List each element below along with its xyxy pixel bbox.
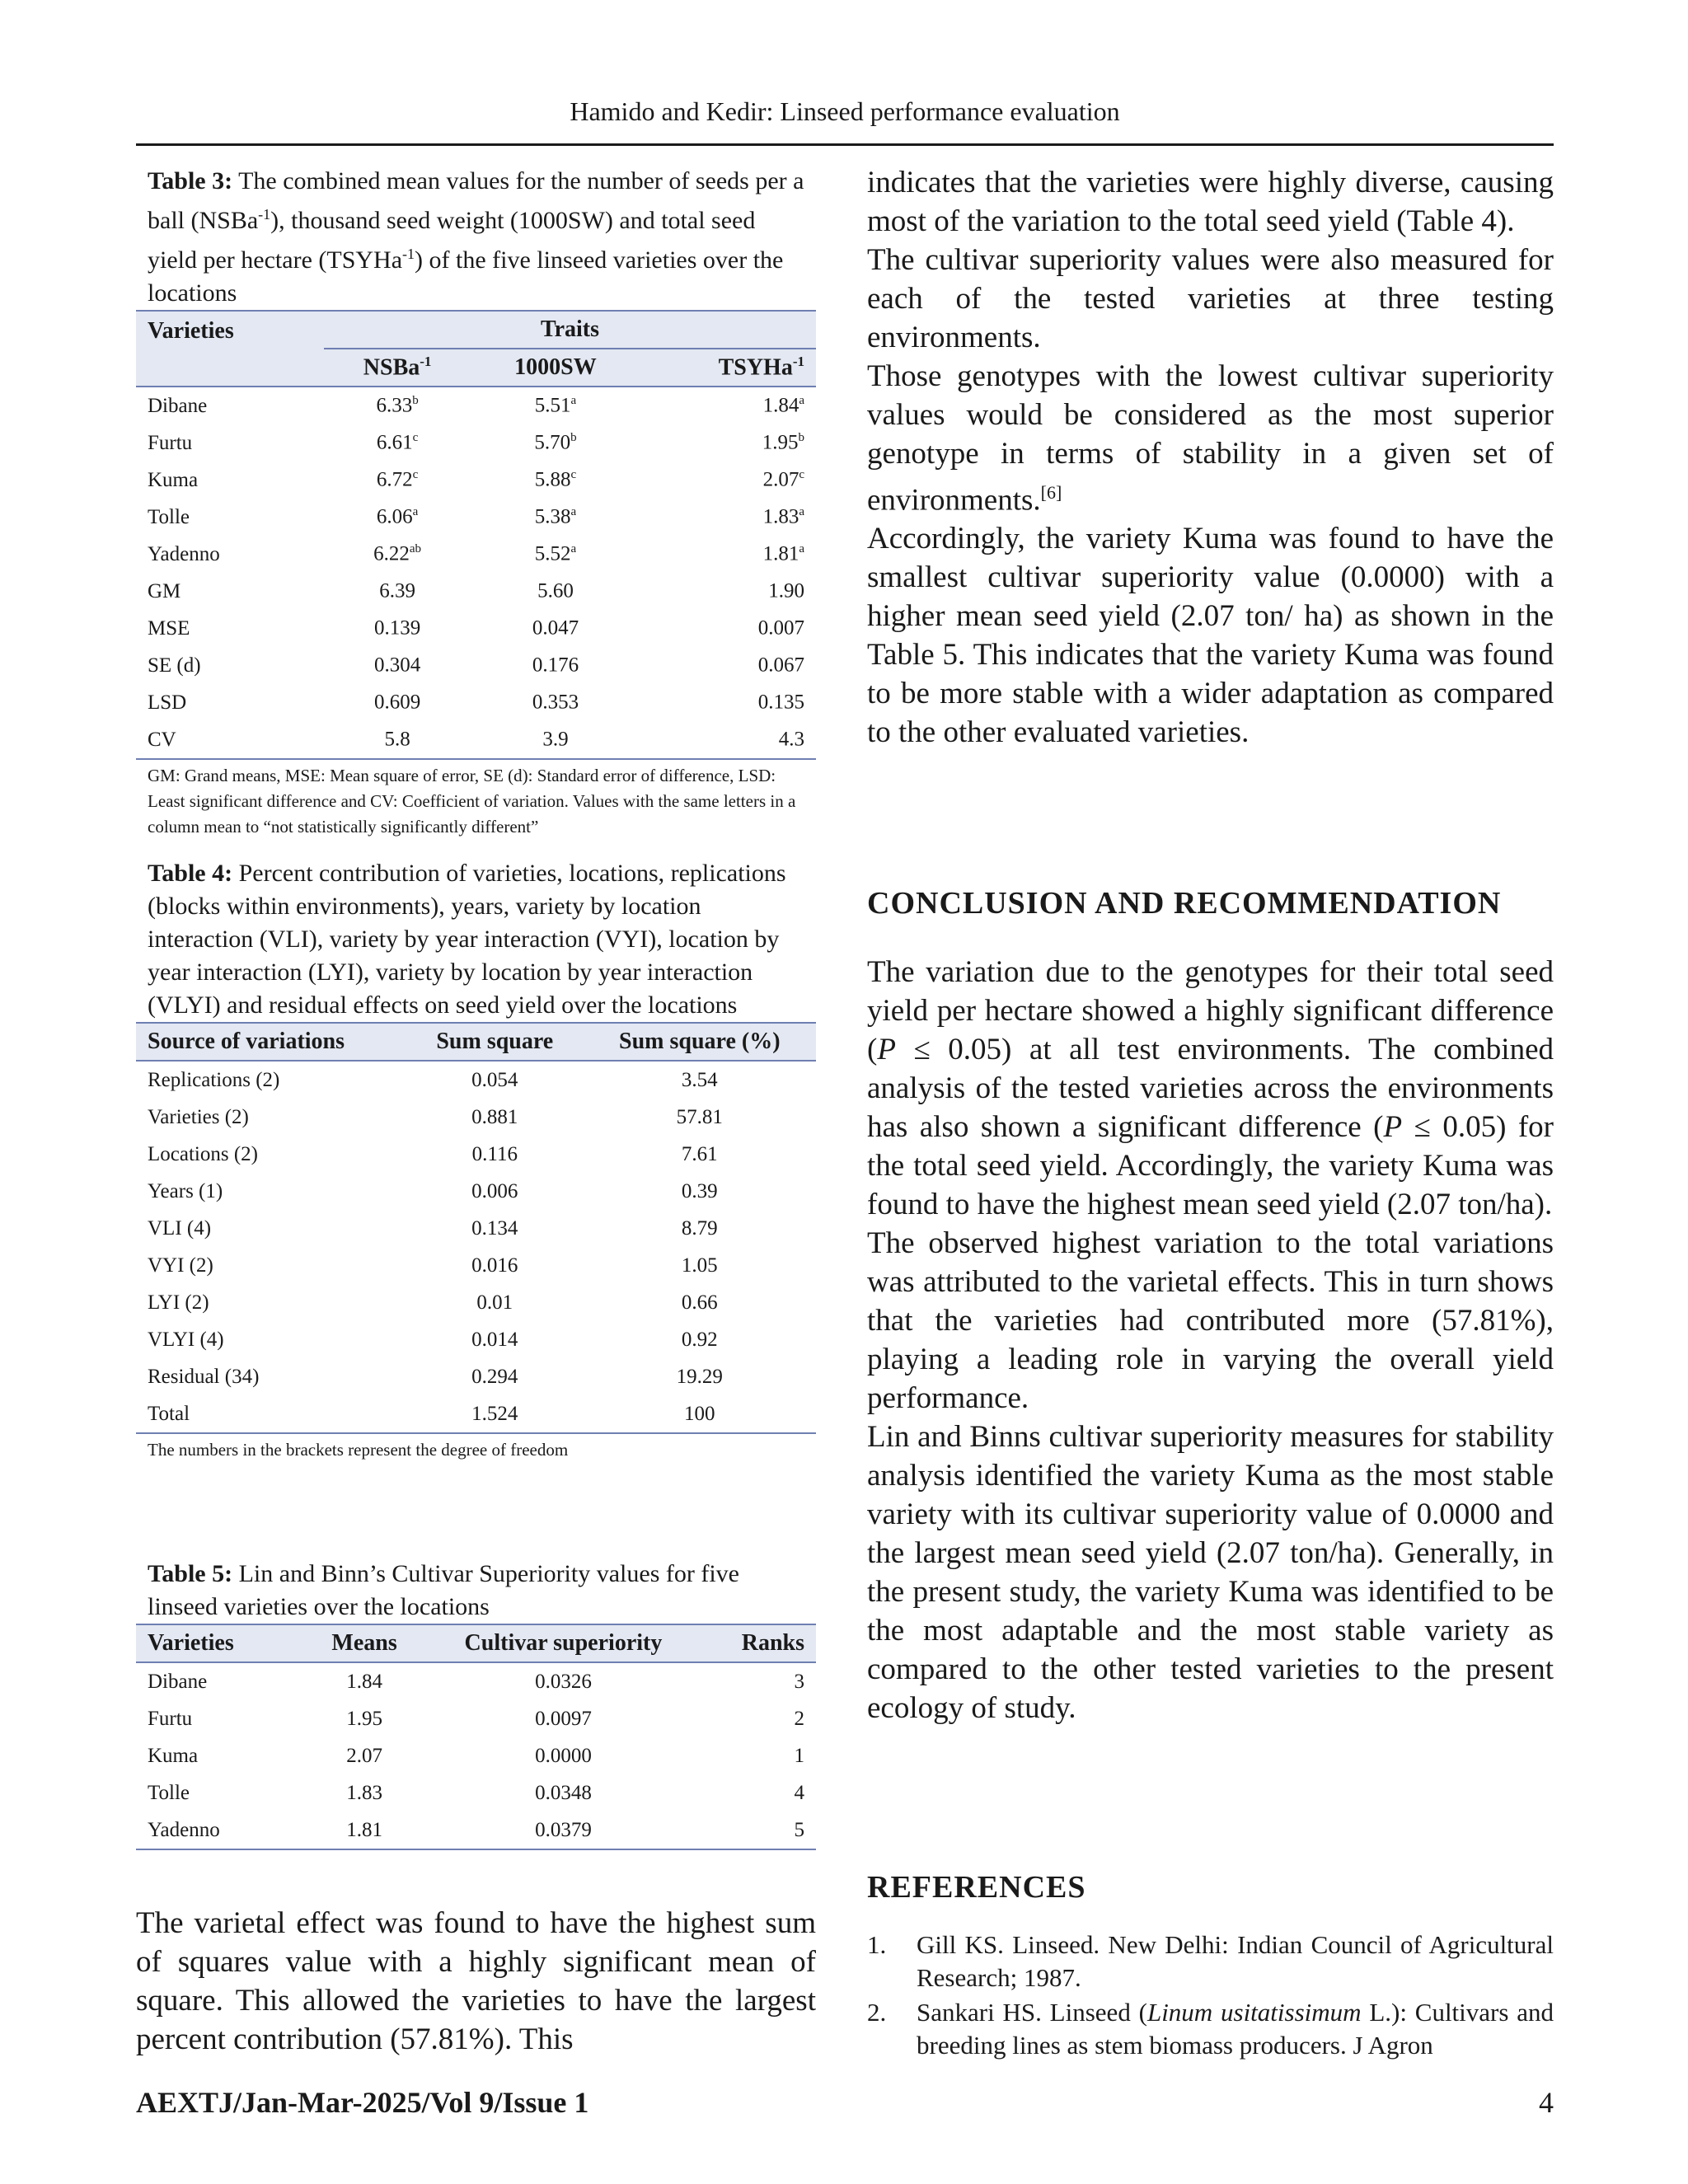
cell-mean: 1.84: [346, 1670, 382, 1693]
cell-tsyha: 1.90: [768, 579, 804, 602]
row-label: Kuma: [148, 1744, 199, 1767]
cell-1000sw: 0.176: [532, 654, 579, 677]
cell-tsyha: 1.84$^a$: [762, 394, 804, 417]
cell-sum-square: 0.881: [471, 1105, 518, 1128]
table-row: [136, 647, 816, 684]
left-body-paragraph: The varietal effect was found to have the highest sum of squares value with a highly significant mean of square. This allowed the varieties to have the largest percent contribution (57.81%). This: [136, 1906, 816, 2056]
row-label: Yadenno: [148, 542, 220, 565]
discussion-text: [867, 163, 1554, 752]
cell-sum-square-pct: 0.92: [681, 1328, 718, 1351]
cell-rank: 2: [794, 1707, 804, 1730]
cell-sum-square: 0.006: [471, 1179, 518, 1202]
col-tsyha: TSYHa$^{-1}$: [640, 349, 816, 387]
cell-rank: 3: [794, 1670, 804, 1693]
cell-sum-square-pct: 0.66: [681, 1291, 718, 1314]
cell-sum-square: 0.134: [471, 1216, 518, 1240]
row-label: Years (1): [148, 1179, 223, 1202]
col-varieties: Varieties: [136, 1624, 307, 1662]
table-5-label: Table 5:: [148, 1560, 233, 1587]
cell-tsyha: 1.83$^a$: [762, 505, 804, 528]
cell-nsba: 6.72$^c$: [376, 468, 419, 491]
table-row: [136, 499, 816, 536]
row-label: VLI (4): [148, 1216, 212, 1240]
col-traits: Traits: [324, 311, 816, 349]
table-row: [136, 1395, 816, 1433]
cell-tsyha: 0.007: [757, 616, 804, 640]
table-4: [136, 857, 816, 1463]
cell-nsba: 0.139: [373, 616, 421, 640]
reference-item: 2. Sankari HS. Linseed (Linum usitatissimum L.): Cultivars and breeding lines as stem biomass producers. J Agron: [867, 1998, 1554, 2060]
row-label: Replications (2): [148, 1068, 280, 1091]
row-label: Furtu: [148, 431, 193, 454]
table-3-body: [136, 387, 816, 759]
cell-sum-square: 0.01: [476, 1291, 513, 1314]
row-label: SE (d): [148, 654, 201, 677]
cell-tsyha: 2.07$^c$: [762, 468, 804, 491]
cell-1000sw: 5.52$^a$: [534, 542, 577, 565]
table-5-body: [136, 1662, 816, 1849]
table-row: [136, 1774, 816, 1811]
row-label: Dibane: [148, 394, 208, 417]
cell-1000sw: 5.38$^a$: [534, 505, 577, 528]
running-header: Hamido and Kedir: Linseed performance evaluation: [570, 96, 1120, 126]
cell-sum-square: 0.016: [471, 1254, 518, 1277]
table-3: [136, 165, 816, 840]
row-label: LYI (2): [148, 1291, 209, 1314]
reference-item: 1. Gill KS. Linseed. New Delhi: Indian Council of Agricultural Research; 1987.: [867, 1930, 1554, 1992]
conclusion-heading: CONCLUSION AND RECOMMENDATION: [867, 886, 1502, 921]
cell-sum-square: 1.524: [471, 1402, 518, 1425]
cell-sum-square: 0.294: [471, 1365, 518, 1388]
table-3-label: Table 3:: [148, 167, 233, 194]
cell-sum-square: 0.116: [471, 1142, 518, 1165]
cell-sum-square-pct: 100: [684, 1402, 715, 1425]
cell-sum-square-pct: 3.54: [681, 1068, 718, 1091]
row-label: Total: [148, 1402, 190, 1425]
row-label: LSD: [148, 691, 187, 714]
table-row: [136, 1099, 816, 1136]
row-label: VYI (2): [148, 1254, 213, 1277]
table-3-note: GM: Grand means, MSE: Mean square of error, SE (d): Standard error of difference, LSD: Least significant difference and CV: Coefficient of variation. Values with the same letters in a column mean to “not statistically significantly different”: [148, 766, 796, 837]
cell-nsba: 0.304: [373, 654, 421, 677]
table-row: [136, 424, 816, 462]
discussion-paragraph-1: indicates that the varieties were highly diverse, causing most of the variation to the total seed yield (Table 4).: [867, 166, 1554, 238]
discussion-paragraph-4: Accordingly, the variety Kuma was found to have the smallest cultivar superiority value (0.0000) with a higher mean seed yield (2.07 ton/ ha) as shown in the Table 5. This indicates that the variety Kuma was found to be more stable with a wider adaptation as compared to the other evaluated varieties.: [867, 522, 1554, 750]
table-4-caption: Table 4: Percent contribution of varieties, locations, replications (blocks within environments), years, variety by location interaction (VLI), variety by year interaction (VYI), location by year interaction (LYI), variety by location by year interaction (VLYI) and residual effects on seed yield over the locations: [148, 860, 786, 1019]
row-label: Dibane: [148, 1670, 208, 1693]
table-4-label: Table 4:: [148, 860, 233, 887]
table-3-caption: Table 3: The combined mean values for the number of seeds per a ball (NSBa$^{-1}$), thousand seed weight (1000SW) and total seed yield per hectare (TSYHa$^{-1}$) of the five linseed varieties over the locations: [148, 167, 804, 307]
table-row: [136, 536, 816, 573]
cell-1000sw: 5.51$^a$: [534, 394, 577, 417]
cell-1000sw: 5.60: [537, 579, 574, 602]
cell-nsba: 6.22$^{ab}$: [373, 542, 422, 565]
table-row: [136, 1321, 816, 1358]
conclusion-paragraph-1: The variation due to the genotypes for their total seed yield per hectare showed a highly significant difference (P ≤ 0.05) at all test environments. The combined analysis of the tested varieties across the environments has also shown a significant difference (P ≤ 0.05) for the total seed yield. Accordingly, the variety Kuma was found to have the highest mean seed yield (2.07 ton/ha).: [867, 955, 1554, 1221]
row-label: Tolle: [148, 1781, 190, 1804]
cell-1000sw: 0.353: [532, 691, 579, 714]
conclusion-text: [867, 953, 1554, 1727]
table-row: [136, 1247, 816, 1284]
footer-journal: AEXTJ/Jan-Mar-2025/Vol 9/Issue 1: [136, 2086, 589, 2119]
cell-1000sw: 5.88$^c$: [534, 468, 577, 491]
row-label: Residual (34): [148, 1365, 260, 1388]
cell-rank: 4: [794, 1781, 804, 1804]
row-label: Furtu: [148, 1707, 193, 1730]
cell-sum-square-pct: 8.79: [681, 1216, 718, 1240]
table-row: [136, 721, 816, 759]
cell-mean: 1.81: [346, 1818, 382, 1841]
cell-mean: 1.83: [346, 1781, 382, 1804]
table-row: [136, 1061, 816, 1099]
table-5: [136, 1558, 816, 1850]
col-sum-square-pct: Sum square (%): [584, 1023, 816, 1061]
col-cultivar-superiority: Cultivar superiority: [421, 1624, 706, 1662]
cell-sum-square: 0.014: [471, 1328, 518, 1351]
table-row: [136, 1737, 816, 1774]
header-rule: [136, 143, 1554, 146]
table-row: [136, 1662, 816, 1700]
table-4-note: The numbers in the brackets represent the degree of freedom: [148, 1440, 569, 1460]
table-row: [136, 1284, 816, 1321]
cell-sum-square: 0.054: [471, 1068, 518, 1091]
row-label: GM: [148, 579, 181, 602]
row-label: CV: [148, 728, 176, 751]
conclusion-paragraph-3: Lin and Binns cultivar superiority measures for stability analysis identified the variety Kuma as the most stable variety with its cultivar superiority value of 0.0000 and the largest mean seed yield (2.07 ton/ha). Generally, in the present study, the variety Kuma was identified to be the most adaptable and the most stable variety as compared to the other tested varieties to the present ecology of study.: [867, 1420, 1554, 1725]
col-nsba: NSBa$^{-1}$: [324, 349, 471, 387]
cell-1000sw: 3.9: [542, 728, 569, 751]
cell-1000sw: 0.047: [532, 616, 579, 640]
discussion-paragraph-2: The cultivar superiority values were also measured for each of the tested varieties at three testing environments.: [867, 243, 1554, 354]
row-label: VLYI (4): [148, 1328, 224, 1351]
cell-cultivar-superiority: 0.0348: [535, 1781, 592, 1804]
cell-nsba: 6.61$^c$: [376, 431, 419, 454]
table-row: [136, 1358, 816, 1395]
table-row: [136, 1210, 816, 1247]
cell-sum-square-pct: 57.81: [676, 1105, 723, 1128]
table-row: [136, 1136, 816, 1173]
cell-tsyha: 0.135: [757, 691, 804, 714]
table-row: [136, 684, 816, 721]
cell-rank: 1: [794, 1744, 804, 1767]
cell-rank: 5: [794, 1818, 804, 1841]
row-label: MSE: [148, 616, 190, 640]
table-3-grid: [136, 310, 816, 760]
cell-cultivar-superiority: 0.0379: [535, 1818, 592, 1841]
table-5-caption: Table 5: Lin and Binn’s Cultivar Superiority values for five linseed varieties over the locations: [148, 1560, 739, 1620]
cell-nsba: 5.8: [384, 728, 410, 751]
cell-1000sw: 5.70$^b$: [534, 431, 577, 454]
table-5-grid: [136, 1624, 816, 1850]
table-row: [136, 573, 816, 610]
col-sum-square: Sum square: [406, 1023, 584, 1061]
table-row: [136, 610, 816, 647]
table-row: [136, 1173, 816, 1210]
table-4-body: [136, 1061, 816, 1433]
cell-tsyha: 4.3: [778, 728, 804, 751]
table-row: [136, 1700, 816, 1737]
cell-sum-square-pct: 19.29: [676, 1365, 723, 1388]
col-ranks: Ranks: [706, 1624, 816, 1662]
cell-mean: 1.95: [346, 1707, 382, 1730]
row-label: Varieties (2): [148, 1105, 249, 1128]
citation-6: [6]: [1040, 482, 1062, 503]
cell-cultivar-superiority: 0.0000: [535, 1744, 592, 1767]
references-heading: REFERENCES: [867, 1870, 1086, 1905]
row-label: Yadenno: [148, 1818, 220, 1841]
table-row: [136, 387, 816, 424]
col-varieties: Varieties: [136, 311, 324, 387]
cell-sum-square-pct: 0.39: [681, 1179, 718, 1202]
cell-cultivar-superiority: 0.0097: [535, 1707, 592, 1730]
cell-cultivar-superiority: 0.0326: [535, 1670, 592, 1693]
col-1000sw: 1000SW: [471, 349, 640, 387]
cell-nsba: 6.06$^a$: [376, 505, 419, 528]
footer-page-number: 4: [1539, 2086, 1554, 2119]
discussion-paragraph-3: Those genotypes with the lowest cultivar superiority values would be considered as the most superior genotype in terms of stability in a given set of environments.[6]: [867, 359, 1554, 518]
cell-mean: 2.07: [346, 1744, 382, 1767]
table-row: [136, 462, 816, 499]
cell-sum-square-pct: 1.05: [681, 1254, 718, 1277]
cell-tsyha: 1.95$^b$: [762, 431, 804, 454]
cell-nsba: 6.39: [379, 579, 415, 602]
references-list: [867, 1929, 1554, 2064]
table-4-grid: [136, 1022, 816, 1434]
col-source: Source of variations: [136, 1023, 406, 1061]
cell-tsyha: 1.81$^a$: [762, 542, 804, 565]
col-means: Means: [307, 1624, 421, 1662]
table-row: [136, 1811, 816, 1849]
conclusion-paragraph-2: The observed highest variation to the total variations was attributed to the varietal effects. This in turn shows that the varieties had contributed more (57.81%), playing a leading role in varying the overall yield performance.: [867, 1226, 1554, 1415]
cell-tsyha: 0.067: [757, 654, 804, 677]
cell-nsba: 6.33$^b$: [376, 394, 419, 417]
cell-sum-square-pct: 7.61: [681, 1142, 718, 1165]
row-label: Locations (2): [148, 1142, 258, 1165]
row-label: Tolle: [148, 505, 190, 528]
row-label: Kuma: [148, 468, 199, 491]
cell-nsba: 0.609: [373, 691, 421, 714]
